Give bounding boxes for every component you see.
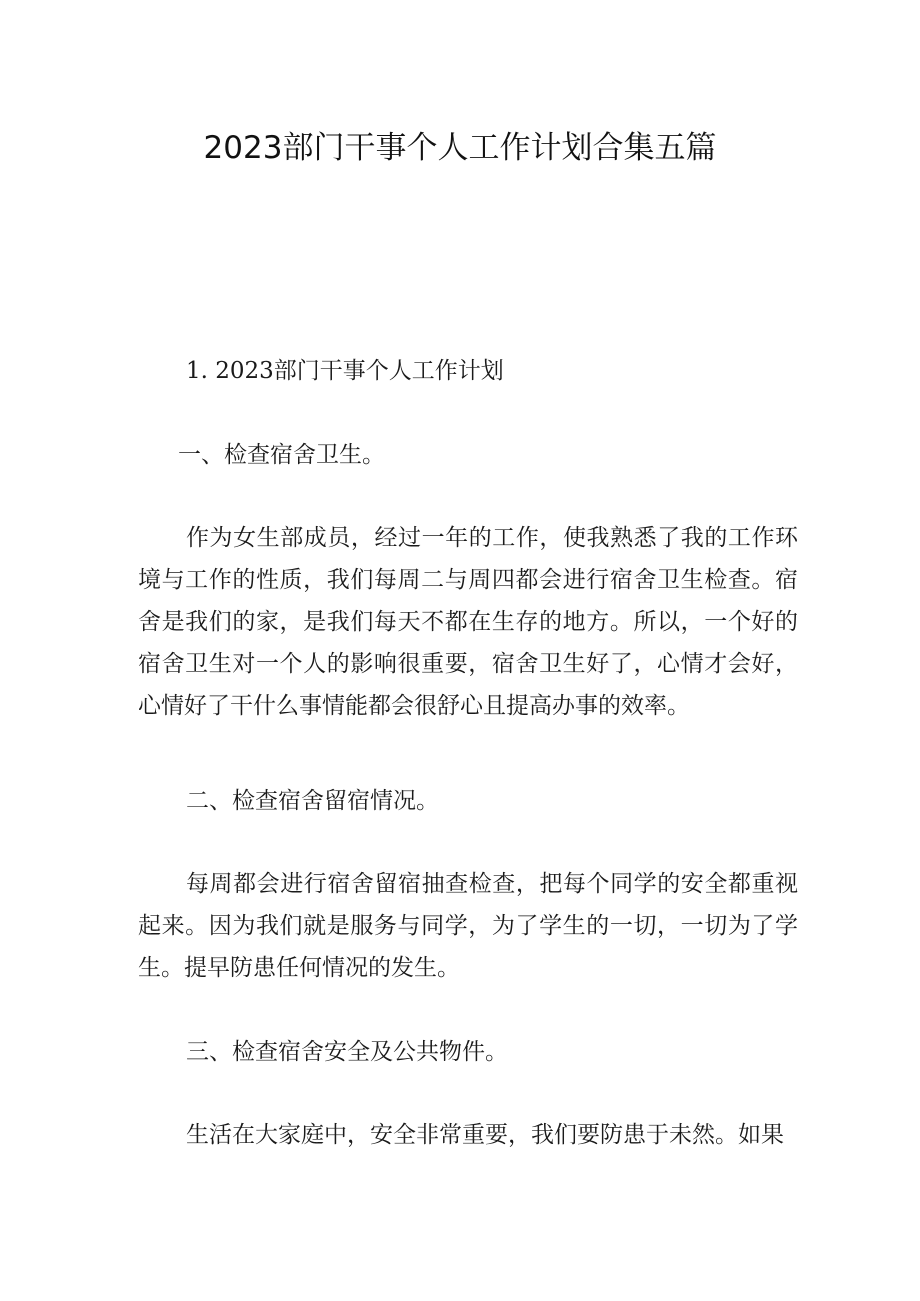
section-paragraph-3: 生活在大家庭中，安全非常重要，我们要防患于未然。如果 [186,1122,784,1148]
section-heading-3: 三、检查宿舍安全及公共物件。 [186,1039,508,1065]
section-heading-2: 二、检查宿舍留宿情况。 [186,788,439,814]
section-paragraph-2: 每周都会进行宿舍留宿抽查检查，把每个同学的安全都重视起来。因为我们就是服务与同学，为了学生的一切，一切为了学生。提早防患任何情况的发生。 [138,871,798,981]
section-paragraph-1: 作为女生部成员，经过一年的工作，使我熟悉了我的工作环境与工作的性质，我们每周二与周四都会进行宿舍卫生检查。宿舍是我们的家，是我们每天不都在生存的地方。所以，一个好的宿舍卫生对一个人的影响很重要，宿舍卫生好了，心情才会好，心情好了干什么事情能都会很舒心且提高办事的效率。 [138,525,798,719]
document-title: 2023部门干事个人工作计划合集五篇 [203,130,717,166]
section-heading-1: 一、检查宿舍卫生。 [178,442,385,468]
plan-subtitle: 1. 2023部门干事个人工作计划 [186,358,504,384]
